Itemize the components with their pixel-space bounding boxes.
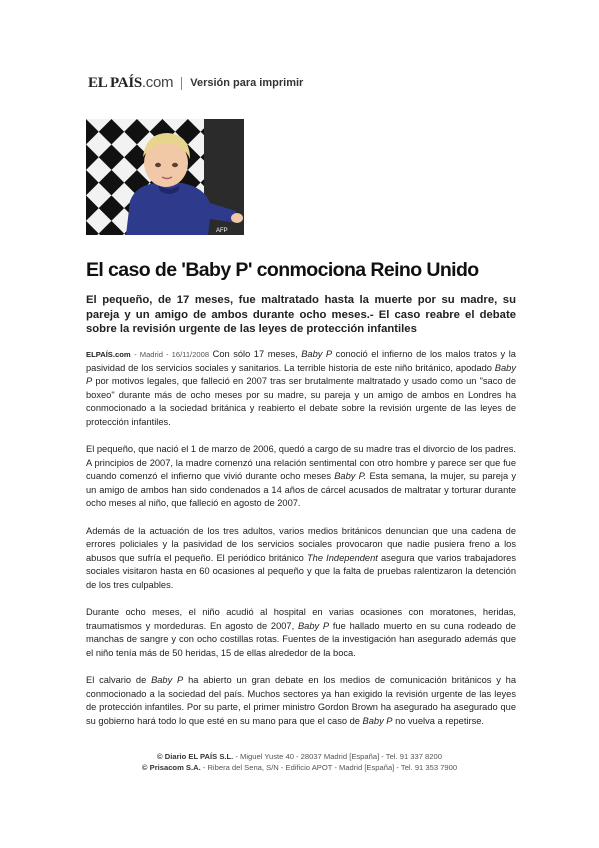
paragraph-3 — [86, 525, 516, 593]
paragraph-text: Durante ocho meses, el niño acudió al hospital en varias ocasiones con moratones, heridas, traumatismos y mordeduras. En agosto de 2007, — [86, 607, 516, 631]
paragraph-text: por motivos legales, que falleció en 2007 tras ser brutalmente maltratado y usado como un "saco de boxeo" durante más de ocho meses por su madre, su pareja y un amigo de ambos en Londres ha conmocionado a la sociedad británica y reabierto el debate sobre la revisión urgente de las leyes de protección infantiles. — [86, 376, 516, 427]
baby-p-name: Baby P — [297, 620, 330, 631]
masthead-divider — [181, 77, 182, 90]
masthead — [88, 74, 303, 92]
paragraph-text: Con sólo 17 meses, — [212, 349, 302, 359]
child-photo-illustration — [86, 119, 244, 235]
baby-p-name: Baby P — [86, 362, 516, 386]
article-photo — [86, 119, 244, 235]
paragraph-text: conoció el infierno de los malos tratos y la pasividad de los servicios sociales y sanitarios. La terrible historia de este niño británico, apodado — [86, 349, 516, 373]
print-version-label: Versión para imprimir — [190, 77, 304, 89]
paragraph-1 — [86, 348, 516, 429]
footer-line-prisacom — [0, 762, 599, 773]
baby-p-name: Baby P — [151, 675, 184, 685]
paragraph-text: asegura que varios trabajadores sociales visitaron hasta en 60 ocasiones al pequeño y que la falta de pruebas ralentizaron la detención de los tres culpables. — [86, 552, 516, 590]
footer-line-elpais — [0, 751, 599, 762]
paragraph-5 — [86, 674, 516, 728]
paragraph-2 — [86, 443, 516, 511]
article-headline: El caso de 'Baby P' conmociona Reino Unido — [86, 259, 479, 281]
paragraph-text: Además de la actuación de los tres adultos, varios medios británicos denuncian que una cadena de errores policiales y la pasividad de los servicios sociales provocaron que nadie pusiera freno a los abusos que sufría el pequeño. El periódico británico — [86, 525, 516, 563]
paragraph-text: fue hallado muerto en su cuna rodeado de manchas de sangre y con ocho costillas rotas. Fuentes de la investigación han asegurado además que el niño tenía más de 50 heridas, 15 de ellas alrededor de la boca. — [86, 620, 516, 658]
logo-main: EL PAÍS — [88, 75, 142, 91]
article-lead: El pequeño, de 17 meses, fue maltratado hasta la muerte por su madre, su pareja y un amigo de ambos durante ocho meses.- El caso reabre el debate sobre la revisión urgente de las leyes de protección infantiles — [86, 294, 516, 335]
photo-credit: AFP — [216, 228, 228, 234]
footer-address: - Ribera del Sena, S/N - Edificio APOT - Madrid [España] - Tel. 91 353 7900 — [200, 763, 458, 772]
footer-company: © Diario EL PAÍS S.L. — [157, 752, 234, 761]
baby-p-name: Baby P — [301, 349, 333, 359]
footer-company: © Prisacom S.A. — [141, 763, 201, 772]
paragraph-4 — [86, 606, 516, 660]
baby-p-name: Baby P — [362, 715, 393, 726]
paragraph-text: ha abierto un gran debate en los medios de comunicación británicos y ha conmocionado a la sociedad del país. Muchos sectores ya han exigido la revisión urgente de las leyes de protección infantiles. Por su parte, el primer ministro Gordon Brown ha asegurado ha asegurado que su gobierno hará todo lo que esté en su mano para que el caso de — [86, 675, 516, 726]
footer-address: - Miguel Yuste 40 - 28037 Madrid [España] - Tel. 91 337 8200 — [233, 752, 442, 761]
paragraph-text: no vuelva a repetirse. — [392, 715, 484, 726]
paragraph-text: El pequeño, que nació el 1 de marzo de 2006, quedó a cargo de su madre tras el divorcio de los padres. A principios de 2007, la madre comenzó una relación sentimental con otro hombre y parece ser que fue cuando comenzó el infierno que vivió durante ocho meses — [86, 444, 516, 481]
article-body — [86, 348, 516, 742]
paragraph-text: Esta semana, la mujer, su pareja y un amigo de ambos han sido condenados a 14 años de cárcel acusados de maltratar y torturar durante ocho meses al niño, que falleció en agosto de 2007. — [86, 471, 516, 508]
baby-p-name: Baby P. — [334, 471, 367, 481]
dateline: - Madrid - 16/11/2008 — [134, 350, 210, 359]
page-footer — [0, 751, 599, 773]
newspaper-name: The Independent — [307, 552, 378, 563]
elpais-logo[interactable] — [88, 74, 173, 92]
source-label: ELPAÍS.com — [86, 350, 131, 359]
paragraph-text: El calvario de — [86, 675, 152, 685]
logo-suffix: .com — [141, 74, 174, 91]
